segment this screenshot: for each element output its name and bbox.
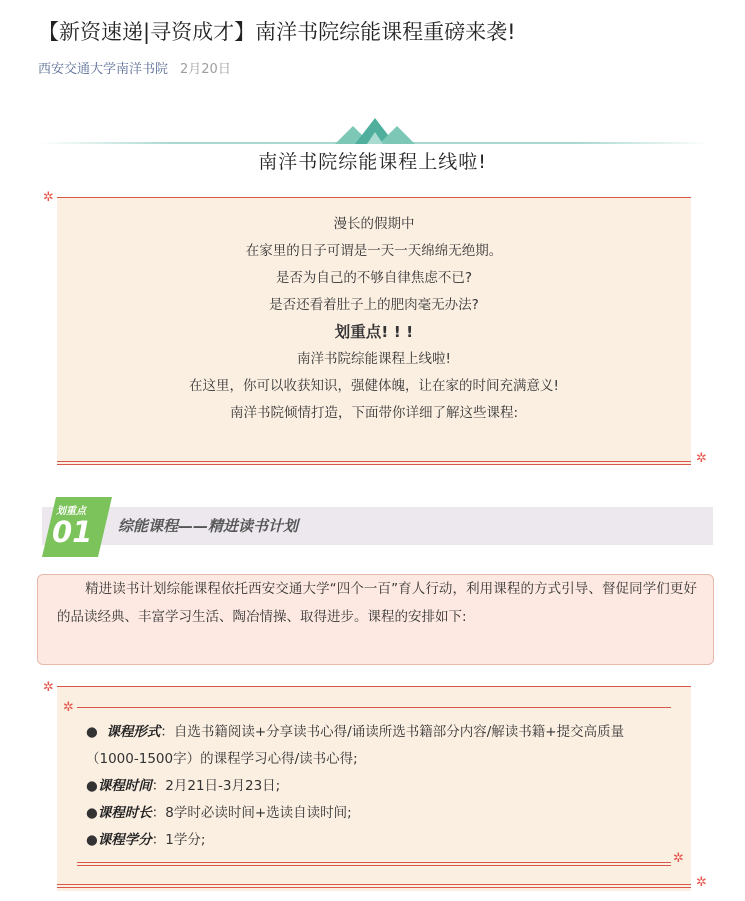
item-text: ：8学时必读时间+选读自读时间; bbox=[151, 805, 352, 821]
item-text: ：1学分; bbox=[151, 832, 206, 848]
bullet-icon: ● bbox=[86, 832, 98, 848]
intro-line: 在家里的日子可谓是一天一天绵绵无绝期。 bbox=[245, 243, 503, 259]
description-paragraph: 精进读书计划综能课程依托西安交通大学“四个一百”育人行动，利用课程的方式引导、督促同学们更好的品读经典、丰富学习生活、陶冶情操、取得进步。课程的安排如下: bbox=[57, 581, 697, 625]
divider bbox=[77, 865, 671, 866]
divider bbox=[57, 887, 691, 888]
item-text: ：自选书籍阅读+分享读书心得/诵读所选书籍部分内容/解读书籍+提交高质量（1000-1500字）的课程学习心得/读书心得; bbox=[86, 724, 625, 767]
intro-line: 南洋书院倾情打造，下面带你详细了解这些课程: bbox=[229, 405, 519, 421]
item-text: ：2月21日-3月23日; bbox=[151, 778, 281, 794]
intro-line: 是否还看着肚子上的肥肉毫无办法? bbox=[269, 297, 479, 313]
list-item bbox=[86, 827, 672, 854]
intro-line: 在这里，你可以收获知识，强健体魄，让在家的时间充满意义! bbox=[189, 378, 559, 394]
bullet-icon: ● bbox=[86, 805, 98, 821]
intro-heading: 南洋书院综能课程上线啦! bbox=[258, 151, 487, 173]
badge-label: 划重点 bbox=[56, 506, 86, 517]
flower-icon: ✲ bbox=[63, 700, 74, 715]
divider bbox=[57, 686, 691, 687]
badge-number: 01 bbox=[52, 515, 93, 549]
divider bbox=[57, 464, 691, 465]
divider bbox=[57, 197, 691, 198]
flower-icon: ✲ bbox=[696, 451, 707, 466]
section-title: 综能课程——精进读书计划 bbox=[118, 517, 299, 535]
intro-line: 是否为自己的不够自律焦虑不已? bbox=[275, 270, 473, 286]
divider bbox=[57, 884, 691, 885]
article-title: 【新资速递|寻资成才】南洋书院综能课程重磅来袭! bbox=[38, 20, 516, 44]
flower-icon: ✲ bbox=[696, 875, 707, 890]
bullet-icon: ● bbox=[86, 724, 107, 740]
divider bbox=[57, 461, 691, 462]
intro-line: 南洋书院综能课程上线啦! bbox=[297, 351, 451, 367]
mountain-icon bbox=[335, 118, 415, 144]
intro-line: 漫长的假期中 bbox=[333, 216, 415, 232]
intro-text bbox=[57, 211, 691, 427]
list-item bbox=[86, 800, 672, 827]
description-text bbox=[57, 575, 697, 631]
divider bbox=[77, 707, 671, 708]
article-meta bbox=[38, 61, 231, 79]
course-details bbox=[86, 719, 672, 854]
author-link[interactable]: 西安交通大学南洋书院 bbox=[38, 62, 169, 77]
flower-icon: ✲ bbox=[43, 680, 54, 695]
intro-line-emphasis: 划重点! ! ! bbox=[334, 323, 414, 341]
list-item bbox=[86, 773, 672, 800]
bullet-icon: ● bbox=[86, 778, 98, 794]
flower-icon: ✲ bbox=[43, 190, 54, 205]
item-label: 课程时间 bbox=[97, 778, 152, 794]
item-label: 课程学分 bbox=[97, 832, 152, 848]
flower-icon: ✲ bbox=[673, 851, 684, 866]
publish-date: 2月20日 bbox=[180, 62, 231, 77]
item-label: 课程形式 bbox=[106, 724, 161, 740]
divider bbox=[77, 862, 671, 863]
list-item bbox=[86, 719, 672, 773]
item-label: 课程时长 bbox=[97, 805, 152, 821]
